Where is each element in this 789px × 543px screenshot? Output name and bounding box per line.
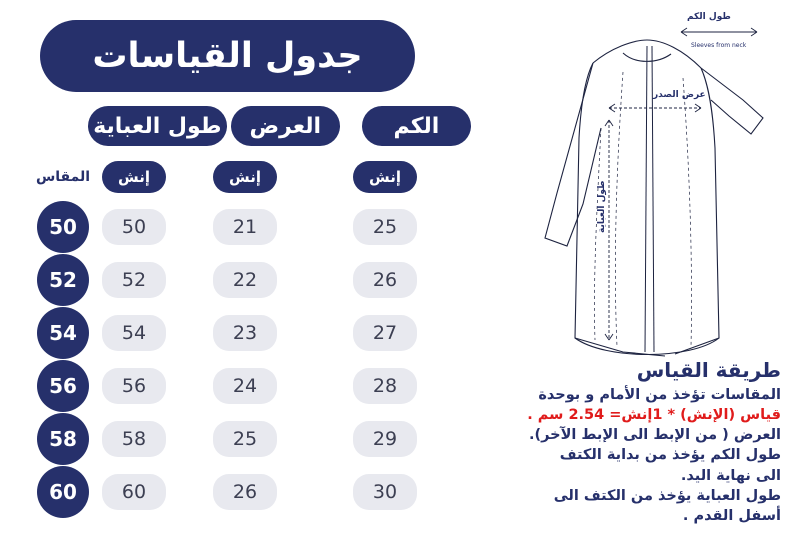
- abaya-illustration: [505, 8, 789, 393]
- cell-length: 60: [102, 474, 166, 510]
- abaya-length-label: طول العباية: [597, 180, 607, 233]
- cell-width: 23: [213, 315, 277, 351]
- cell-sleeve: 28: [353, 368, 417, 404]
- cell-length: 52: [102, 262, 166, 298]
- instructions-heading: طريقة القياس: [636, 358, 781, 382]
- table-header-row: [10, 104, 505, 148]
- measurements-table: [10, 104, 505, 518]
- measuring-instructions: [481, 358, 781, 527]
- unit-length: إنش: [102, 161, 166, 193]
- table-row: [10, 200, 505, 253]
- cell-size-badge: 58: [37, 413, 89, 465]
- instruction-line: العرض ( من الإبط الى الإبط الآخر).: [528, 427, 781, 444]
- table-row: [10, 465, 505, 518]
- unit-sleeve: إنش: [353, 161, 417, 193]
- cell-width: 21: [213, 209, 277, 245]
- cell-size-badge: 52: [37, 254, 89, 306]
- instruction-line: المقاسات تؤخذ من الأمام و بوحدة: [538, 387, 781, 403]
- page-title-text: جدول القياسات: [92, 36, 363, 76]
- cell-length: 50: [102, 209, 166, 245]
- table-unit-row: [10, 154, 505, 200]
- cell-length: 58: [102, 421, 166, 457]
- sleeve-length-label: طول الكم: [687, 12, 731, 22]
- column-header-width: العرض: [231, 106, 340, 146]
- table-row: [10, 412, 505, 465]
- cell-width: 26: [213, 474, 277, 510]
- table-row: [10, 359, 505, 412]
- sleeve-length-label-en: Sleeves from neck: [691, 42, 747, 49]
- cell-width: 22: [213, 262, 277, 298]
- cell-size-badge: 50: [37, 201, 89, 253]
- abaya-diagram-svg: [505, 8, 789, 393]
- instruction-line: طول الكم يؤخذ من بداية الكتف: [559, 447, 781, 464]
- column-header-sleeve: الكم: [362, 106, 471, 146]
- cell-sleeve: 26: [353, 262, 417, 298]
- cell-width: 24: [213, 368, 277, 404]
- cell-length: 56: [102, 368, 166, 404]
- cell-sleeve: 30: [353, 474, 417, 510]
- chest-width-label: عرض الصدر: [653, 90, 706, 100]
- cell-size-badge: 60: [37, 466, 89, 518]
- cell-sleeve: 29: [353, 421, 417, 457]
- instruction-line-highlight: قياس (الإنش) * 1إنش= 2.54 سم .: [527, 407, 781, 424]
- unit-width: إنش: [213, 161, 277, 193]
- page-title: [40, 20, 415, 92]
- column-header-length: طول العباية: [88, 106, 227, 146]
- instruction-line: أسفل القدم .: [682, 507, 781, 524]
- cell-length: 54: [102, 315, 166, 351]
- cell-sleeve: 25: [353, 209, 417, 245]
- cell-sleeve: 27: [353, 315, 417, 351]
- instruction-line: طول العباية يؤخذ من الكتف الى: [553, 487, 781, 504]
- instruction-line: الى نهاية اليد.: [680, 467, 781, 484]
- table-row: [10, 306, 505, 359]
- cell-size-badge: 56: [37, 360, 89, 412]
- cell-width: 25: [213, 421, 277, 457]
- unit-size: المقاس: [35, 169, 91, 185]
- cell-size-badge: 54: [37, 307, 89, 359]
- table-row: [10, 253, 505, 306]
